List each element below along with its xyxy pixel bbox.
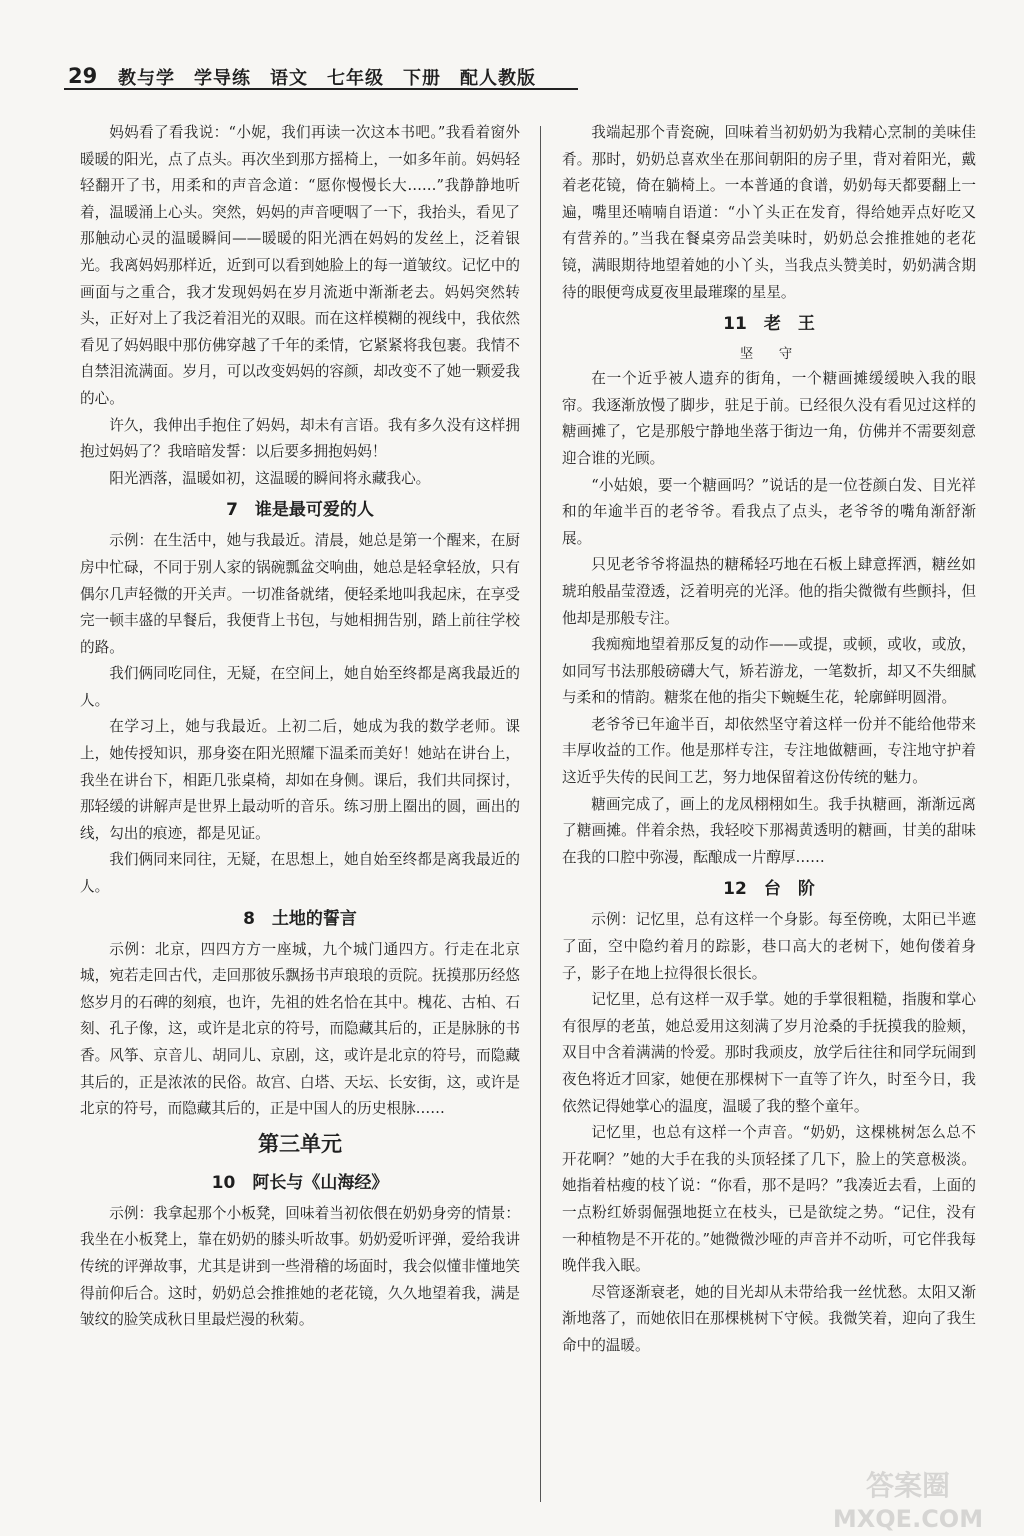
section-title-8: 8 土地的誓言 [243, 908, 357, 929]
watermark-line1: 答案圈 [865, 1469, 951, 1502]
column-divider [540, 126, 541, 1502]
paragraph: “小姑娘，要一个糖画吗？”说话的是一位苍颜白发、目光祥和的年逾半百的老爷爷。看我点了点头，老爷爷的嘴角渐舒渐展。 [562, 476, 976, 547]
header-title: 教与学 学导练 语文 七年级 下册 配人教版 [118, 68, 536, 89]
paragraph: 记忆里，也总有这样一个声音。“奶奶，这棵桃树怎么总不开花啊？”她的大手在我的头顶轻揉了几下，脸上的笑意极淡。她指着枯瘦的枝丫说：“你看，那不是吗？”我凑近去看，上面的一点粉红娇弱倔强地挺立在枝头，已是欲绽之势。“记住，没有一种植物是不开花的。”她微微沙哑的声音并不动听，可它伴我每晚伴我入眠。 [562, 1124, 976, 1275]
section-title-10: 10 阿长与《山海经》 [211, 1172, 389, 1193]
paragraph: 阳光洒落，温暖如初，这温暖的瞬间将永藏我心。 [109, 469, 431, 487]
left-column [80, 120, 520, 1334]
paragraph: 我痴痴地望着那反复的动作——或提，或顿，或收，或放，如同写书法那般磅礴大气，矫若游龙，一笔数折，却又不失细腻与柔和的情韵。糖浆在他的指尖下蜿蜒生花，轮廓鲜明圆滑。 [562, 636, 976, 707]
unit-title: 第三单元 [258, 1130, 342, 1156]
paragraph: 在一个近乎被人遗弃的街角，一个糖画摊缓缓映入我的眼帘。我逐渐放慢了脚步，驻足于前。已经很久没有看见过这样的糖画摊了，它是那般宁静地坐落于街边一角，仿佛并不需要刻意迎合谁的光顾。 [562, 370, 976, 467]
section-title-7: 7 谁是最可爱的人 [226, 500, 374, 521]
paragraph: 示例：在生活中，她与我最近。清晨，她总是第一个醒来，在厨房中忙碌，不同于别人家的锅碗瓢盆交响曲，她总是轻拿轻放，只有偶尔几声轻微的开关声。一切准备就绪，便轻柔地叫我起床，在享受完一顿丰盛的早餐后，我便背上书包，与她相拥告别，踏上前往学校的路。 [80, 532, 520, 656]
right-column [562, 120, 976, 1360]
paragraph: 只见老爷爷将温热的糖稀轻巧地在石板上肆意挥洒，糖丝如琥珀般晶莹澄透，泛着明亮的光泽。他的指尖微微有些颤抖，但他却是那般专注。 [562, 556, 976, 627]
paragraph: 示例：我拿起那个小板凳，回味着当初依偎在奶奶身旁的情景：我坐在小板凳上，靠在奶奶的膝头听故事。奶奶爱听评弹，爱给我讲传统的评弹故事，尤其是讲到一些滑稽的场面时，我会似懂非懂地笑得前仰后合。这时，奶奶总会推推她的老花镜，久久地望着我，满是皱纹的脸笑成秋日里最烂漫的秋菊。 [80, 1204, 520, 1329]
paragraph: 我们俩同吃同住，无疑，在空间上，她自始至终都是离我最近的人。 [80, 665, 520, 709]
paragraph: 老爷爷已年逾半百，却依然坚守着这样一份并不能给他带来丰厚收益的工作。他是那样专注，专注地做糖画，专注地守护着这近乎失传的民间工艺，努力地保留着这份传统的魅力。 [562, 715, 976, 787]
paragraph: 我们俩同来同往，无疑，在思想上，她自始至终都是离我最近的人。 [80, 851, 520, 896]
paragraph: 尽管逐渐衰老，她的目光却从未带给我一丝忧愁。太阳又渐渐地落了，而她依旧在那棵桃树下守候。我微笑着，迎向了我生命中的温暖。 [562, 1283, 976, 1354]
paragraph: 妈妈看了看我说：“小妮，我们再读一次这本书吧。”我看着窗外暖暖的阳光，点了点头。再次坐到那方摇椅上，一如多年前。妈妈轻轻翻开了书，用柔和的声音念道：“愿你慢慢长大……”我静静地听着，温暖涌上心头。突然，妈妈的声音哽咽了一下，我抬头，看见了那触动心灵的温暖瞬间——暖暖的阳光洒在妈妈的发丝上，泛着银光。我离妈妈那样近，近到可以看到她脸上的每一道皱纹。记忆中的画面与之重合，我才发现妈妈在岁月流逝中渐渐老去。妈妈突然转头，正好对上了我泛着泪光的双眼。而在这样模糊的视线中，我依然看见了妈妈眼中那仿佛穿越了千年的柔情，它紧紧将我包裹。我情不自禁泪流满面。岁月，可以改变妈妈的容颜，却改变不了她一颗爱我的心。 [80, 124, 520, 407]
paragraph: 示例：北京，四四方方一座城，九个城门通四方。行走在北京城，宛若走回古代，走回那彼乐飘扬书声琅琅的贡院。抚摸那历经悠悠岁月的石碑的刻痕，也许，先祖的姓名恰在其中。槐花、古柏、石刻、孔子像，这，或许是北京的符号，而隐藏其后的，正是脉脉的书香。风筝、京音儿、胡同儿、京剧，这，或许是北京的符号，而隐藏其后的，正是浓浓的民俗。故宫、白塔、天坛、长安街，这，或许是北京的符号，而隐藏其后的，正是中国人的历史根脉…… [80, 940, 520, 1118]
watermark-line2: MXQE.COM [832, 1505, 984, 1533]
paragraph: 记忆里，总有这样一双手掌。她的手掌很粗糙，指腹和掌心有很厚的老茧，她总爱用这刻满了岁月沧桑的手抚摸我的脸颊，双目中含着满满的怜爱。那时我顽皮，放学后往往和同学玩闹到夜色将近才回家，她便在那棵树下一直等了许久，时至今日，我依然记得她掌心的温度，温暖了我的整个童年。 [562, 991, 976, 1115]
paragraph: 糖画完成了，画上的龙凤栩栩如生。我手执糖画，渐渐远离了糖画摊。伴着余热，我轻咬下那褐黄透明的糖画，甘美的甜味在我的口腔中弥漫，酝酿成一片醇厚…… [562, 795, 976, 866]
watermark-logo [790, 1465, 1020, 1533]
paragraph: 示例：记忆里，总有这样一个身影。每至傍晚，太阳已半遮了面，空中隐约着月的踪影，巷口高大的老树下，她佝偻着身子，影子在地上拉得很长很长。 [562, 911, 976, 982]
paragraph: 许久，我伸出手抱住了妈妈，却未有言语。我有多久没有这样拥抱过妈妈了？我暗暗发誓：以后要多拥抱妈妈！ [80, 416, 520, 461]
paragraph: 我端起那个青瓷碗，回味着当初奶奶为我精心烹制的美味佳肴。那时，奶奶总喜欢坐在那间朝阳的房子里，背对着阳光，戴着老花镜，倚在躺椅上。一本普通的食谱，奶奶每天都要翻上一遍，嘴里还喃喃自语道：“小丫头正在发育，得给她弄点好吃又有营养的。”当我在餐桌旁品尝美味时，奶奶总会推推她的老花镜，满眼期待地望着她的小丫头，当我点头赞美时，奶奶满含期待的眼便弯成夏夜里最璀璨的星星。 [562, 124, 976, 301]
page-header [0, 58, 1024, 98]
section-subtitle-11: 坚 守 [739, 346, 799, 363]
section-title-12: 12 台 阶 [723, 879, 815, 900]
paragraph: 在学习上，她与我最近。上初二后，她成为我的数学老师。课上，她传授知识，那身姿在阳光照耀下温柔而美好！她站在讲台上，我坐在讲台下，相距几张桌椅，却如在身侧。课后，我们共同探讨，那轻缓的讲解声是世界上最动听的音乐。练习册上圈出的圆，画出的线，勾出的痕迹，都是见证。 [80, 718, 520, 842]
page-number: 29 [68, 64, 98, 88]
section-title-11: 11 老 王 [723, 314, 815, 335]
